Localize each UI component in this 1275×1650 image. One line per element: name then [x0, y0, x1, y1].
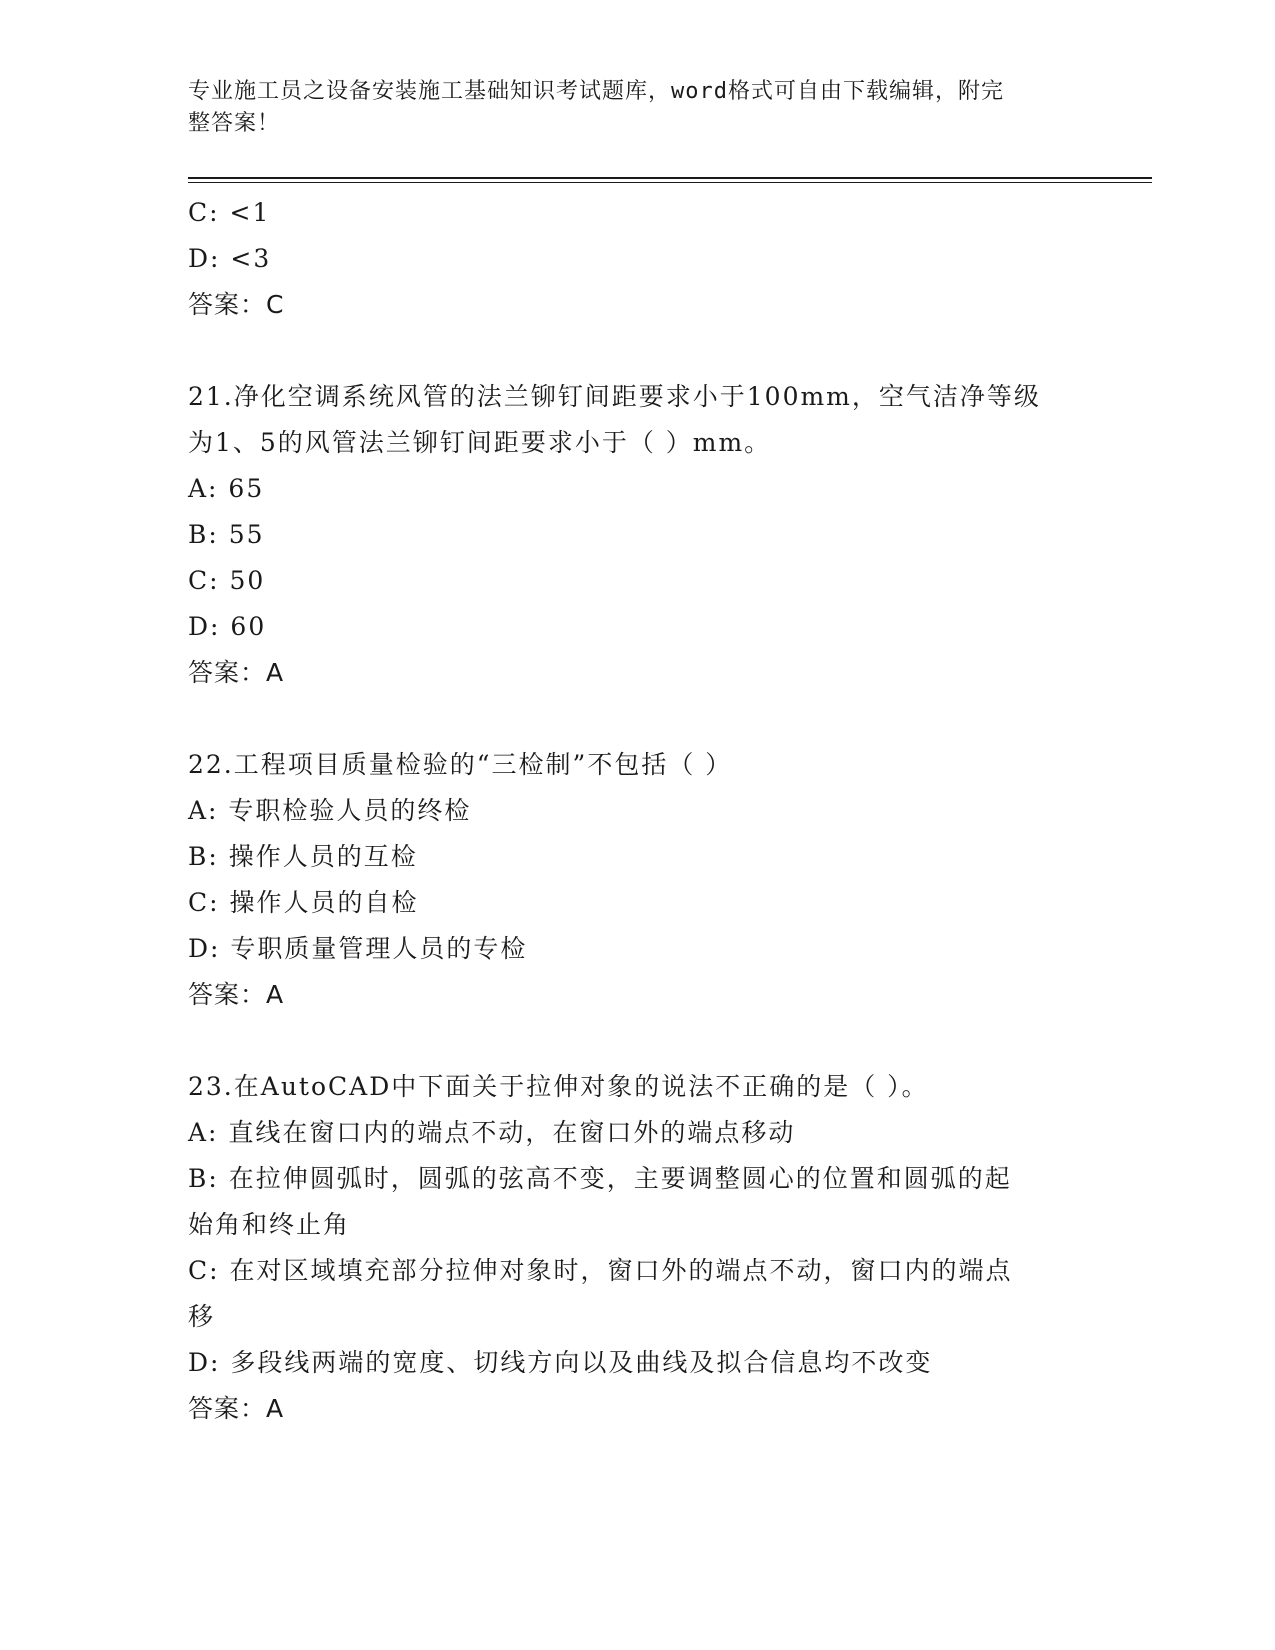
document-header	[188, 76, 1068, 140]
option-b: B: 55	[188, 520, 265, 549]
header-divider-thick	[188, 177, 1152, 179]
option-c: C: 在对区域填充部分拉伸对象时，窗口外的端点不动，窗口内的端点	[188, 1256, 1013, 1285]
header-line-2: 整答案！	[188, 111, 281, 136]
question-stem-line: 21.净化空调系统风管的法兰铆钉间距要求小于100mm，空气洁净等级	[188, 382, 1041, 411]
question-20-tail	[188, 190, 1088, 328]
option-a: A: 专职检验人员的终检	[188, 796, 472, 825]
option-c: C: 操作人员的自检	[188, 888, 419, 917]
question-stem-line: 23.在AutoCAD中下面关于拉伸对象的说法不正确的是（ ）。	[188, 1072, 929, 1101]
question-stem-line: 22.工程项目质量检验的“三检制”不包括（ ）	[188, 750, 733, 779]
question-spacer	[188, 328, 1088, 374]
option-c: C: <1	[188, 198, 271, 227]
option-a: A: 65	[188, 474, 265, 503]
option-a: A: 直线在窗口内的端点不动，在窗口外的端点移动	[188, 1118, 796, 1147]
question-spacer	[188, 1018, 1088, 1064]
header-divider-thin	[188, 182, 1152, 183]
question-stem-line: 为1、5的风管法兰铆钉间距要求小于（ ）mm。	[188, 428, 772, 457]
option-d: D: 专职质量管理人员的专检	[188, 934, 528, 963]
option-d: D: <3	[188, 244, 272, 273]
question-spacer	[188, 696, 1088, 742]
question-22	[188, 742, 1088, 1018]
answer-line: 答案：C	[188, 290, 285, 319]
option-c-continued: 移	[188, 1302, 216, 1331]
question-23	[188, 1064, 1088, 1432]
option-b: B: 在拉伸圆弧时，圆弧的弦高不变，主要调整圆心的位置和圆弧的起	[188, 1164, 1012, 1193]
option-d: D: 60	[188, 612, 267, 641]
question-21	[188, 374, 1088, 696]
option-d: D: 多段线两端的宽度、切线方向以及曲线及拟合信息均不改变	[188, 1348, 933, 1377]
question-list	[188, 190, 1088, 1432]
option-c: C: 50	[188, 566, 266, 595]
option-b: B: 操作人员的互检	[188, 842, 418, 871]
answer-line: 答案：A	[188, 1394, 285, 1423]
option-b-continued: 始角和终止角	[188, 1210, 351, 1239]
answer-line: 答案：A	[188, 658, 285, 687]
answer-line: 答案：A	[188, 980, 285, 1009]
header-line-1: 专业施工员之设备安装施工基础知识考试题库，word格式可自由下载编辑，附完	[188, 79, 1004, 104]
